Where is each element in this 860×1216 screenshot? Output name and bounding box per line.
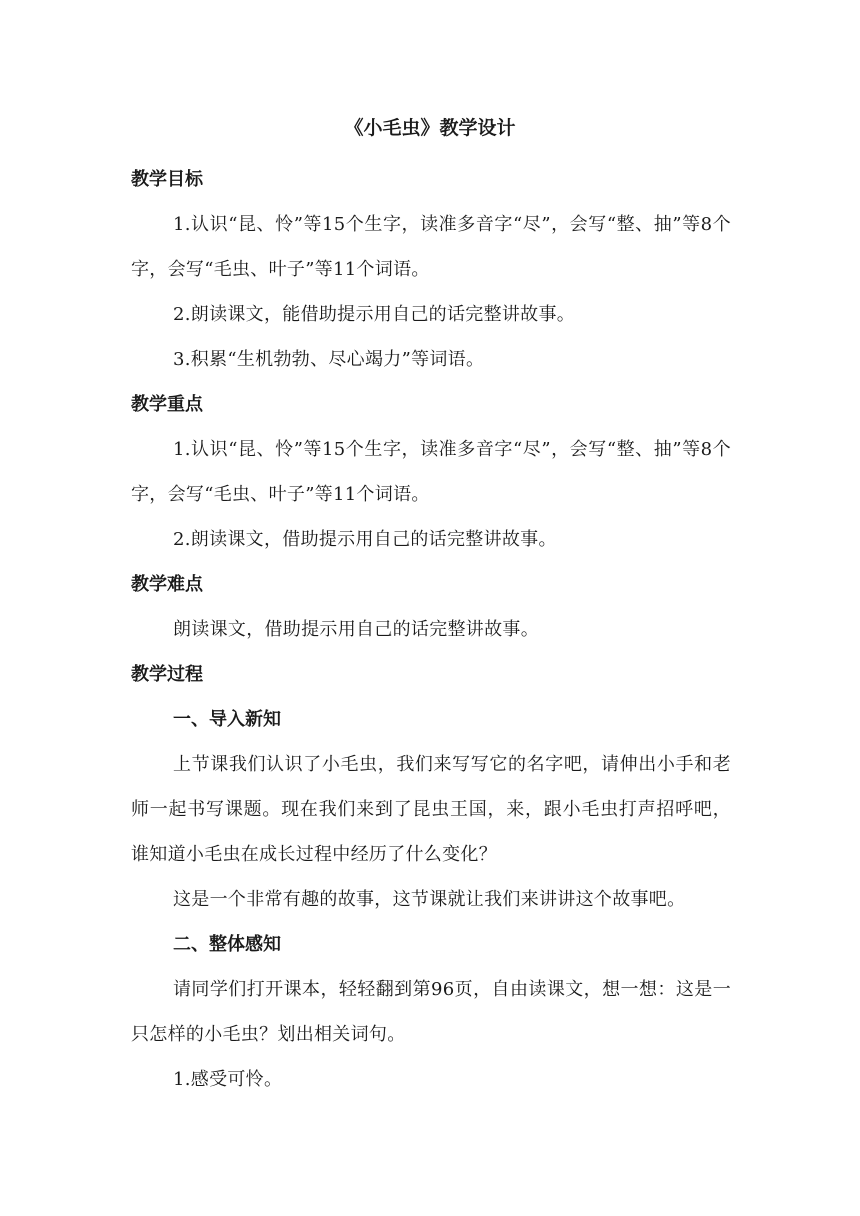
difficulty-text: 朗读课文，借助提示用自己的话完整讲故事。	[173, 619, 539, 640]
subheading-introduction: 一、导入新知	[173, 709, 281, 730]
key-point-item-1: 1.认识“昆、怜”等15个生字，读准多音字“尽”，会写“整、抽”等8个字，会写“毛虫、叶子”等11个词语。	[131, 439, 731, 505]
perception-paragraph-1: 请同学们打开课本，轻轻翻到第96页，自由读课文，想一想：这是一只怎样的小毛虫？划出相关词句。	[131, 979, 731, 1045]
goal-item-2: 2.朗读课文，能借助提示用自己的话完整讲故事。	[173, 304, 576, 325]
heading-key-points: 教学重点	[131, 394, 203, 415]
introduction-paragraph-2: 这是一个非常有趣的故事，这节课就让我们来讲讲这个故事吧。	[173, 889, 686, 910]
heading-difficulty: 教学难点	[131, 574, 203, 595]
key-point-item-2: 2.朗读课文，借助提示用自己的话完整讲故事。	[173, 529, 557, 550]
goal-item-1: 1.认识“昆、怜”等15个生字，读准多音字“尽”，会写“整、抽”等8个字，会写“毛虫、叶子”等11个词语。	[131, 214, 731, 280]
heading-process: 教学过程	[131, 664, 203, 685]
perception-paragraph-2: 1.感受可怜。	[173, 1069, 283, 1090]
document-title: 《小毛虫》教学设计	[344, 117, 516, 139]
introduction-paragraph-1: 上节课我们认识了小毛虫，我们来写写它的名字吧，请伸出小手和老师一起书写课题。现在我们来到了昆虫王国，来，跟小毛虫打声招呼吧，谁知道小毛虫在成长过程中经历了什么变化？	[131, 754, 731, 865]
document-body	[131, 157, 731, 1102]
subheading-overall-perception: 二、整体感知	[173, 934, 281, 955]
heading-teaching-goals: 教学目标	[131, 169, 203, 190]
goal-item-3: 3.积累“生机勃勃、尽心竭力”等词语。	[173, 349, 485, 370]
